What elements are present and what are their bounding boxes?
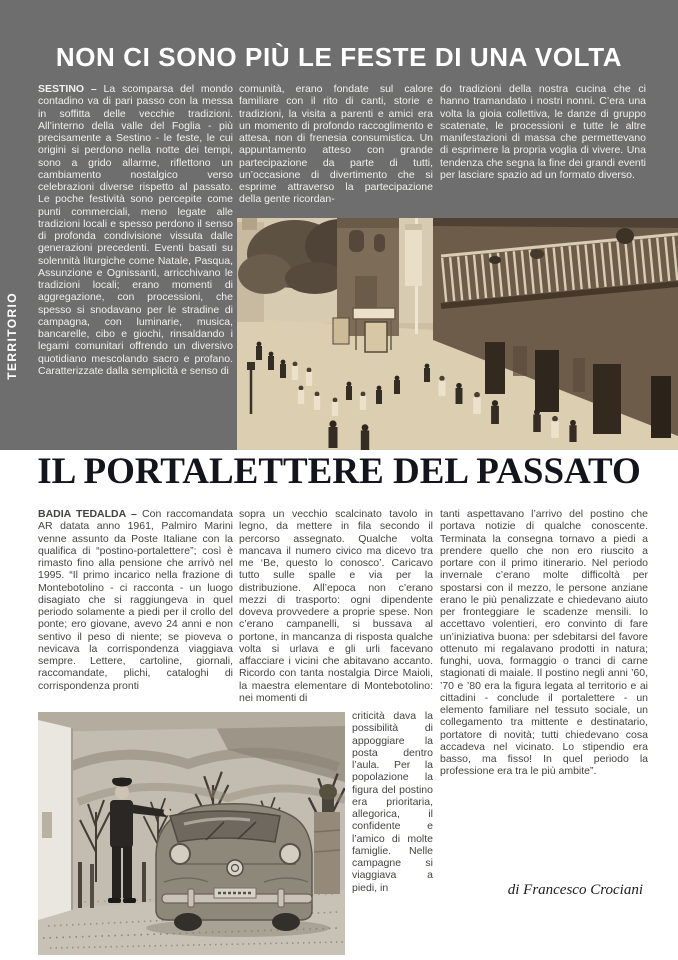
dateline-sestino: SESTINO – (38, 83, 97, 95)
top-article-column-3-text: do tradizioni della nostra cucina che ci hanno tramandato i nostri nonni. C’era una volta la gioia collettiva, le danze di gruppo scatenate, le processioni e tutte le altre manifestazioni di massa che permettevano di esprimere la propria voglia di vivere. Una tendenza che segna la fine dei grandi eventi per lasciare spazio ad un formato diverso. (440, 83, 646, 181)
dateline-badia-tedalda: BADIA TEDALDA – (38, 508, 137, 520)
top-article-column-2 (239, 83, 433, 206)
author-byline: di Francesco Crociani (507, 882, 643, 898)
section-label-territorio: TERRITORIO (5, 292, 19, 380)
bottom-article-column-2-wrap (352, 710, 433, 894)
top-article-column-1-text: La scomparsa del mondo contadino va di pari passo con la messa in soffitta delle vecchie tradizioni. All’interno della valle del Foglia - più precisamente a Sestino - le feste, le cui origini si perdono nella notte dei tempi, sono a grido allarme, riflettono un cambiamento nostalgico verso celebrazioni diverse rispetto al passato. Le poche festività sono percepite come punti commerciali, meno legate alle tradizioni locali e spesso perdono il senso di profonda condivisione vissuta dalle generazioni precedenti. Eventi basati su solennità liturgiche come Natale, Pasqua, Assunzione e Ognissanti, arricchivano le tradizioni locali; erano momenti di aggregazione, con processioni, che spesso si snodavano per le stradine di campagna, con luminarie, musica, bancarelle, cibo e giochi, rinsaldando i legami comunitari offrendo un diversivo quotidiano mescolando sacro e profano. Caratterizzate dalla semplicità e senso di (38, 83, 233, 377)
top-article-column-3 (440, 83, 646, 181)
postman-fiat-photo (38, 712, 345, 955)
bottom-article-column-2 (239, 508, 433, 704)
postman-fiat-illustration (38, 712, 345, 955)
bottom-article-column-1-text: Con raccomandata AR datata anno 1961, Palmiro Marini venne assunto da Poste Italiane con la qualifica di “postino-portalettere”; così è rimasto fino alla pensione che arrivò nel 1995. “Il primo incarico nella frazione di Montebotolino - ci racconta - un luogo disagiato che si raggiungeva in quel periodo solamente a piedi per il crollo del ponte; ero giovane, avevo 24 anni e non sentivo il peso di niente; se pioveva o nevicava la corrispondenza viaggiava sempre. Lettere, cartoline, giornali, raccomandate, plichi, cataloghi di corrispondenza pronti (38, 508, 234, 692)
top-article-column-2-text: comunità, erano fondate sul calore familiare con il rito di canti, storie e tradizioni, la visita a parenti e amici era un momento di profondo raccoglimento e attesa, non di frenesia consumistica. Un appuntamento atteso con grande partecipazione da parte di tutti, un’occasione di divertimento che si esprime attraverso la partecipazione della gente ricordan- (239, 83, 433, 206)
top-article-title: NON CI SONO PIÙ LE FESTE DI UNA VOLTA (55, 42, 623, 72)
bottom-article-column-3 (440, 508, 648, 778)
procession-photo (237, 218, 678, 450)
bottom-article-column-2-wrap-text: criticità dava la possibilità di appoggiare la posta dentro l’aula. Per la popolazione la figura del postino era prioritaria, allegorica, il confidente e l’amico di molte famiglie. Nelle campagne si viaggiava a piedi, in (352, 710, 433, 894)
top-article-column-1 (38, 83, 233, 377)
procession-photo-illustration (237, 218, 678, 450)
bottom-article-column-1 (38, 508, 233, 692)
bottom-article-column-3-text: tanti aspettavano l’arrivo del postino che portava notizie di qualche conoscente. Terminata la consegna tornavo a piedi a prendere quello che non ero riuscito a portare con il primo itinerario. Nel periodo invernale c’erano molte difficoltà per spostarsi con il mezzo, le persone anziane erano le più penalizzate e chiedevano aiuto per fronteggiare le scadenze mensili. Io accettavo volentieri, ero convinto di fare un’iniziativa buona: per sdebitarsi del favore ottenuto mi regalavano prodotti in natura; funghi, uova, formaggio o tranci di carne stagionati di maiale. Il postino negli anni ’60, ’70 e ’80 era la figura legata al territorio e ai cittadini - conclude il portalettere - un elemento familiare nel tessuto sociale, un collegamento tra mittente e destinatario, portatore di novità; tutti chiedevano cosa accadeva nel vicinato. Lo stipendio era basso, ma fisso! In quel periodo la professione era tra le più ambite”. (440, 508, 648, 778)
bottom-article-title: IL PORTALETTERE DEL PASSATO (37, 451, 641, 492)
bottom-article-column-2-text: sopra un vecchio scalcinato tavolo in legno, da mettere in fila secondo il percorso assegnato. Qualche volta mancava il numero civico ma dicevo tra me ‘Be, questo lo conosco’. Caricavo tutto sulle spalle e via per la distribuzione. All’epoca non c’erano mezzi di trasporto: ogni dipendente doveva provvedere a proprie spese. Non c’erano campanelli, si bussava al portone, in mancanza di risposta qualche volta si urlava e gli urli facevano affacciare i vicini che abitavano accanto. Ricordo con tanta nostalgia Dirce Maioli, la maestra elementare di Montebotolino: nei momenti di (239, 508, 433, 704)
